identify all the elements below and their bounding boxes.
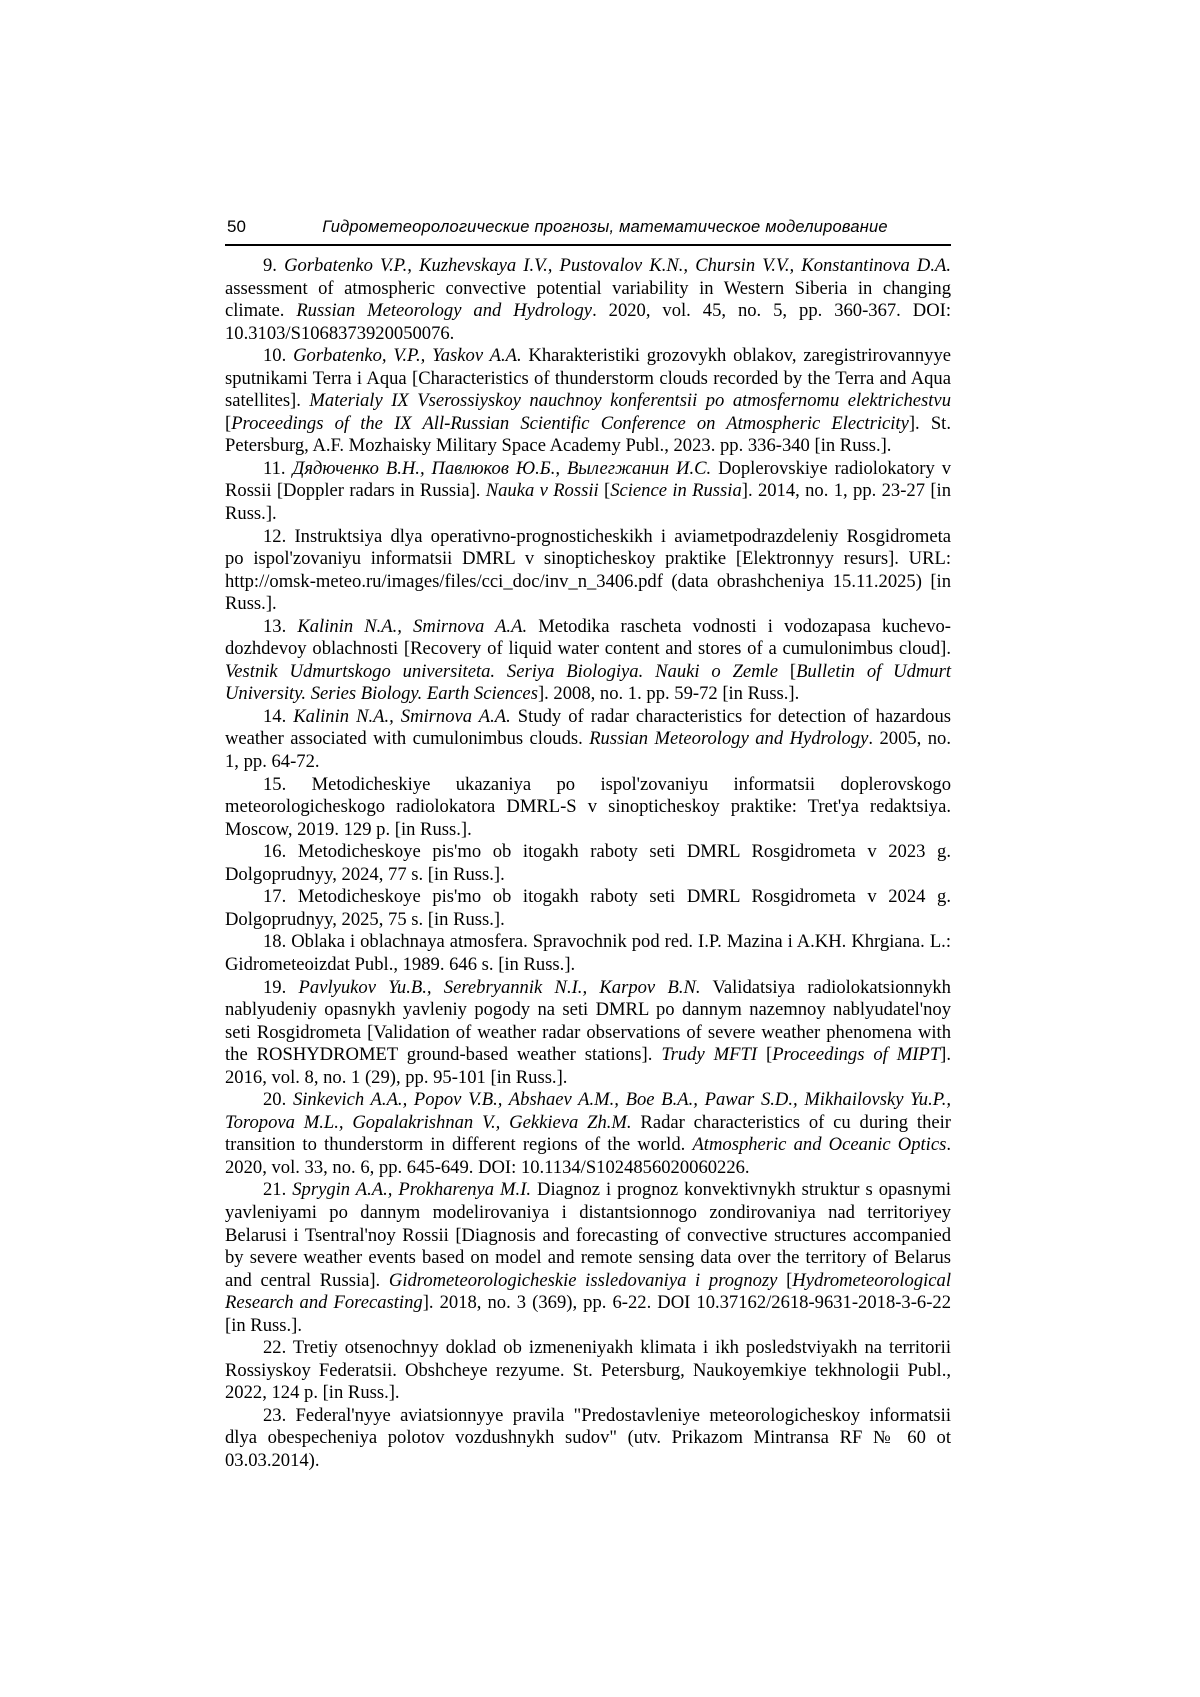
reference-italic-segment: Bulletin of Udmurt University. Series Biology. Earth Sciences — [225, 660, 951, 705]
reference-text-segment: 12. Instruktsiya dlya operativno-prognosticheskikh i aviametpodrazdeleniy Rosgidrometa po ispol'zovaniyu informatsii DMRL v sinopticheskoy praktike [Elektronnyy resurs]. URL: http://omsk-meteo.ru/images/files/cci_doc/inv_n_3406.pdf (data obrashcheniya 15.11.2025) [in Russ.]. — [225, 525, 951, 615]
reference-text-segment: 10. — [263, 345, 294, 367]
reference-italic-segment: Hydrometeorological Research and Forecasting — [225, 1269, 951, 1314]
running-title: Гидрометеорологические прогнозы, математическое моделирование — [322, 218, 888, 236]
reference-text-segment: 14. — [263, 705, 294, 727]
reference-text-segment: Diagnoz i prognoz konvektivnykh struktur s opasnymi yavleniyami po dannym modelirovaniya i distantsionnogo zondirovaniya nad territoriyey Belarusi i Tsentral'noy Rossii [Diagnosis and forecasting of convective structures accompanied by severe weather events based on model and remote sensing data over the territory of Belarus and central Russia]. — [225, 1179, 951, 1291]
reference-text-segment: Kharakteristiki grozovykh oblakov, zaregistrirovannyye sputnikami Terra i Aqua [Characteristics of thunderstorm clouds recorded by the Terra and Aqua satellites]. — [225, 345, 951, 412]
reference-italic-segment: Sprygin A.A., Prokharenya M.I. — [292, 1179, 532, 1201]
reference-italic-segment: Materialy IX Vserossiyskoy nauchnoy konferentsii po atmosfernomu elektrichestvu — [309, 390, 951, 412]
reference-text-segment: ]. St. Petersburg, A.F. Mozhaisky Military Space Academy Publ., 2023. pp. 336-340 [in Russ.]. — [225, 412, 951, 457]
reference-text-segment: . 2005, no. 1, pp. 64-72. — [225, 728, 951, 773]
references-list — [225, 255, 951, 1473]
reference-text-segment: Doplerovskiye radiolokatory v Rossii [Doppler radars in Russia]. — [225, 457, 951, 502]
reference-italic-segment: Russian Meteorology and Hydrology — [589, 728, 869, 750]
reference-item — [225, 706, 951, 774]
reference-item — [225, 774, 951, 842]
reference-text-segment: 20. — [263, 1089, 293, 1111]
reference-text-segment: [ — [777, 1269, 793, 1291]
reference-item — [225, 886, 951, 931]
reference-text-segment: 15. Metodicheskiye ukazaniya po ispol'zovaniyu informatsii doplerovskogo meteorologicheskogo radiolokatora DMRL-S v sinopticheskoy praktike: Tret'ya redaktsiya. Moscow, 2019. 129 p. [in Russ.]. — [225, 773, 951, 840]
reference-text-segment: 19. — [263, 976, 299, 998]
reference-italic-segment: Proceedings of the IX All-Russian Scientific Conference on Atmospheric Electricity — [231, 412, 909, 434]
reference-italic-segment: Pavlyukov Yu.B., Serebryannik N.I., Karpov B.N. — [298, 976, 701, 998]
reference-text-segment: 17. Metodicheskoye pis'mo ob itogakh raboty seti DMRL Rosgidrometa v 2024 g. Dolgoprudnyy, 2025, 75 s. [in Russ.]. — [225, 886, 951, 930]
reference-text-segment: 23. Federal'nyye aviatsionnyye pravila "Predostavleniye meteorologicheskoy informatsii dlya obespecheniya polotov vozdushnykh sudov" (utv. Prikazom Mintransa RF № 60 ot 03.03.2014). — [225, 1404, 951, 1471]
reference-text-segment: Validatsiya radiolokatsionnykh nablyudeniy opasnykh yavleniy pogody na seti DMRL po dannym nazemnoy nablyudatel'noy seti Rosgidrometa [Validation of weather radar observations of severe weather phenomena with the ROSHYDROMET ground-based weather stations]. — [225, 976, 951, 1066]
reference-text-segment: 11. — [263, 457, 293, 479]
reference-italic-segment: Trudy MFTI — [661, 1044, 758, 1066]
reference-italic-segment: Gidrometeorologicheskie issledovaniya i prognozy — [388, 1269, 778, 1291]
reference-italic-segment: Atmospheric and Oceanic Optics — [692, 1134, 947, 1156]
reference-text-segment: [ — [225, 412, 232, 434]
reference-italic-segment: Vestnik Udmurtskogo universiteta. Seriya Biologiya. Nauki o Zemle — [225, 660, 779, 682]
reference-text-segment: . 2020, vol. 45, no. 5, pp. 360-367. DOI: 10.3103/S1068373920050076. — [225, 300, 951, 344]
reference-italic-segment: Russian Meteorology and Hydrology — [296, 300, 593, 322]
reference-item — [225, 1179, 951, 1337]
reference-item — [225, 616, 951, 706]
reference-text-segment: . 2020, vol. 33, no. 6, pp. 645-649. DOI: 10.1134/S1024856020060226. — [225, 1134, 951, 1178]
reference-text-segment: 22. Tretiy otsenochnyy doklad ob izmeneniyakh klimata i ikh posledstviyakh na territorii Rossiyskoy Federatsii. Obshcheye rezyume. St. Petersburg, Naukoyemkiye tekhnologii Publ., 2022, 124 p. [in Russ.]. — [225, 1337, 951, 1404]
page-header — [225, 217, 951, 244]
reference-item — [225, 977, 951, 1090]
reference-item — [225, 345, 951, 458]
reference-italic-segment: Kalinin N.A., Smirnova A.A. — [293, 705, 511, 727]
reference-text-segment: 21. — [263, 1179, 293, 1201]
reference-text-segment: ]. 2008, no. 1. pp. 59-72 [in Russ.]. — [537, 683, 800, 705]
page-number: 50 — [227, 217, 246, 236]
reference-item — [225, 1337, 951, 1405]
reference-text-segment: 16. Metodicheskoye pis'mo ob itogakh raboty seti DMRL Rosgidrometa v 2023 g. Dolgoprudnyy, 2024, 77 s. [in Russ.]. — [225, 841, 951, 885]
reference-text-segment: ]. 2018, no. 3 (369), pp. 6-22. DOI 10.37162/2618-9631-2018-3-6-22 [in Russ.]. — [225, 1292, 951, 1336]
reference-italic-segment: Gorbatenko V.P., Kuzhevskaya I.V., Pustovalov K.N., Chursin V.V., Konstantinova D.A. — [284, 255, 951, 276]
reference-text-segment: 13. — [263, 615, 298, 637]
reference-text-segment: ]. 2014, no. 1, pp. 23-27 [in Russ.]. — [225, 480, 951, 525]
reference-text-segment: ]. 2016, vol. 8, no. 1 (29), pp. 95-101 [in Russ.]. — [225, 1044, 952, 1088]
reference-text-segment: Radar characteristics of cu during their transition to thunderstorm in different regions of the world. — [225, 1111, 951, 1156]
reference-item — [225, 1405, 951, 1473]
reference-text-segment: 18. Oblaka i oblachnaya atmosfera. Spravochnik pod red. I.P. Mazina i A.KH. Khrgiana. L.: Gidrometeoizdat Publ., 1989. 646 s. [in Russ.]. — [225, 931, 951, 975]
reference-text-segment: [ — [757, 1044, 773, 1066]
reference-text-segment: [ — [778, 660, 797, 682]
reference-text-segment: 9. — [263, 255, 285, 276]
document-page — [225, 217, 951, 1473]
reference-text-segment: Metodika rascheta vodnosti i vodozapasa kuchevo-dozhdevoy oblachnosti [Recovery of liquid water content and stores of a cumulonimbus cloud]. — [225, 615, 951, 660]
reference-italic-segment: Gorbatenko, V.P., Yaskov A.A. — [293, 345, 522, 367]
reference-text-segment: assessment of atmospheric convective potential variability in Western Siberia in changing climate. — [225, 277, 951, 322]
reference-item — [225, 931, 951, 976]
reference-italic-segment: Дядюченко В.Н., Павлюков Ю.Б., Вылегжанин И.С. — [292, 457, 712, 479]
reference-text-segment: [ — [598, 480, 611, 502]
reference-italic-segment: Kalinin N.A., Smirnova A.A. — [297, 615, 528, 637]
reference-item — [225, 255, 951, 345]
reference-item — [225, 526, 951, 616]
reference-italic-segment: Science in Russia — [610, 480, 742, 502]
reference-item — [225, 458, 951, 526]
header-rule — [225, 244, 951, 246]
reference-italic-segment: Proceedings of MIPT — [772, 1044, 941, 1066]
reference-italic-segment: Sinkevich A.A., Popov V.B., Abshaev A.M., Boe B.A., Pawar S.D., Mikhailovsky Yu.P., Toropova M.L., Gopalakrishnan V., Gekkieva Zh.M. — [225, 1089, 951, 1133]
reference-italic-segment: Nauka v Rossii — [485, 480, 599, 502]
reference-text-segment: Study of radar characteristics for detection of hazardous weather associated with cumulonimbus clouds. — [225, 705, 951, 750]
reference-item — [225, 1089, 951, 1179]
reference-item — [225, 841, 951, 886]
